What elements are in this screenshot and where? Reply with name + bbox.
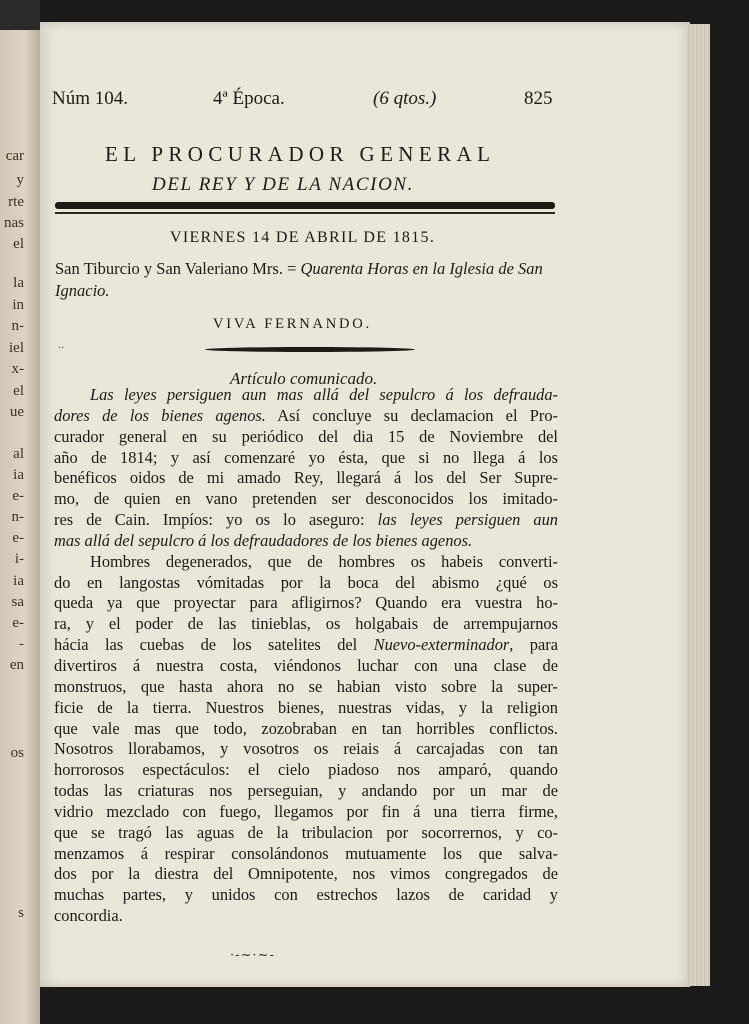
issue-number: Núm 104. xyxy=(52,88,128,109)
ornamental-dash xyxy=(205,347,415,352)
margin-fragment: e- xyxy=(12,488,24,504)
article-text: que se tragó las aguas de la tribulacion por socorrernos, y co- xyxy=(54,822,558,842)
margin-fragment: iel xyxy=(9,340,24,356)
date-line: VIERNES 14 DE ABRIL DE 1815. xyxy=(170,229,436,246)
previous-page-edge xyxy=(0,0,40,1024)
article-line xyxy=(54,385,558,406)
article-italic-text: dores de los bienes agenos. xyxy=(54,405,266,425)
article-text: ficie de la tierra. Nuestros bienes, nuestras vidas, y la religion xyxy=(54,697,558,717)
masthead-title: EL PROCURADOR GENERAL xyxy=(105,142,496,166)
article-text: benéficos oidos de mi amado Rey, llegará á los del Ser Supre- xyxy=(54,468,558,488)
margin-fragment: os xyxy=(10,745,24,761)
article-text: curador general en su periódico del dia 15 de Noviembre del xyxy=(54,426,558,446)
article-italic-text: Nuevo-exterminador xyxy=(373,635,510,655)
article-text: todas las criaturas nos perseguian, y andando por un mar de xyxy=(54,781,558,801)
article-text: horrorosos espectáculos: el cielo piadoso nos amparó, quando xyxy=(54,760,558,780)
margin-fragment: en xyxy=(9,657,24,673)
article-line xyxy=(54,906,558,927)
margin-fragment: el xyxy=(13,236,24,252)
article-text: dos por la diestra del Omnipotente, nos vimos congregados de xyxy=(54,864,558,884)
article-text: hácia las cuebas de los satelites del xyxy=(54,635,374,655)
article-line xyxy=(54,698,558,719)
margin-fragment: i- xyxy=(14,551,24,567)
article-text: Así concluye su declamacion el Pro- xyxy=(265,405,558,425)
article-text: do en langostas vómitadas por la boca del abismo ¿qué os xyxy=(54,572,558,592)
article-italic-text: mas allá del sepulcro á los defraudadores de los bienes agenos. xyxy=(54,530,473,550)
margin-fragment: ue xyxy=(9,404,24,420)
article-line xyxy=(54,510,558,531)
margin-fragment: - xyxy=(19,636,24,652)
article-text: mo, de quien en vano pretenden ser desconocidos los imitado- xyxy=(54,489,558,509)
quires-label: (6 qtos.) xyxy=(373,88,437,109)
page-stack-edge xyxy=(686,24,710,986)
margin-fragment: el xyxy=(13,383,24,399)
article-line xyxy=(54,781,558,802)
article-text: menzamos á respirar consolándonos mutuamente los que salva- xyxy=(54,843,558,863)
article-line xyxy=(54,823,558,844)
article-line xyxy=(54,885,558,906)
article-text: monstruos, que hasta ahora no se habian visto sobre la super- xyxy=(54,676,558,696)
article-text: Hombres degenerados, que de hombres os habeis converti- xyxy=(90,551,558,571)
article-text: divertiros á nuestra costa, viéndonos luchar con una clase de xyxy=(54,655,558,675)
article-body xyxy=(54,385,558,927)
article-text: res de Cain. Impíos: yo os lo aseguro: xyxy=(54,510,378,530)
page-number: 825 xyxy=(524,88,553,109)
article-line xyxy=(54,719,558,740)
article-line xyxy=(54,531,558,552)
margin-fragment: y xyxy=(16,172,24,188)
margin-fragment: in xyxy=(12,297,24,313)
article-text: , para xyxy=(509,635,558,655)
article-line xyxy=(54,614,558,635)
margin-fragment: rte xyxy=(8,194,24,210)
scan-border xyxy=(0,0,40,30)
article-line xyxy=(54,739,558,760)
article-text: ra, y el poder de las tinieblas, os holgabais de arrempujarnos xyxy=(54,614,558,634)
article-line xyxy=(54,593,558,614)
article-text: muchas partes, y unidos con estrechos lazos de caridad y xyxy=(54,885,558,905)
article-line xyxy=(54,448,558,469)
article-line xyxy=(54,406,558,427)
margin-fragment: n- xyxy=(11,318,24,334)
section-title: Artículo comunicado. xyxy=(230,369,378,388)
masthead-subtitle: DEL REY Y DE LA NACION. xyxy=(152,174,415,195)
margin-fragment: n- xyxy=(11,509,24,525)
article-italic-text: las leyes persiguen aun xyxy=(377,510,559,530)
margin-fragment: ia xyxy=(13,467,24,483)
ink-speck: ·· xyxy=(58,343,65,354)
article-line xyxy=(54,760,558,781)
margin-fragment: x- xyxy=(11,361,24,377)
margin-fragment: la xyxy=(13,275,24,291)
article-text: queda ya que proyectar para afligirnos? Quando era vuestra ho- xyxy=(54,593,558,613)
margin-fragment: sa xyxy=(11,594,24,610)
viva-fernando: VIVA FERNANDO. xyxy=(213,316,372,332)
article-line xyxy=(54,635,558,656)
margin-fragment: car xyxy=(5,148,24,164)
epoch-label: 4ª Época. xyxy=(213,88,285,109)
margin-fragment: ia xyxy=(13,573,24,589)
margin-fragment: e- xyxy=(12,530,24,546)
masthead-rule xyxy=(55,202,555,209)
article-line xyxy=(54,802,558,823)
margin-fragment: al xyxy=(13,446,24,462)
article-italic-text: Las leyes persiguen aun mas allá del sepulcro á los defrauda- xyxy=(90,385,558,404)
article-line xyxy=(54,427,558,448)
article-line xyxy=(54,489,558,510)
margin-fragment: e- xyxy=(12,615,24,631)
footer-ornament: ·-~·~- xyxy=(230,948,275,963)
article-line xyxy=(54,573,558,594)
article-line xyxy=(54,468,558,489)
saints-text: San Tiburcio y San Valeriano Mrs. = xyxy=(55,259,301,278)
margin-fragment: nas xyxy=(4,215,24,231)
article-text: Nosotros llorabamos, y vosotros os reiais á carcajadas con tan xyxy=(54,739,558,759)
article-line xyxy=(54,864,558,885)
saints-forty-hours: Quarenta Horas en la Iglesia de San Ignacio. xyxy=(55,259,543,300)
article-line xyxy=(54,677,558,698)
article-line xyxy=(54,656,558,677)
page-header xyxy=(52,88,562,114)
saints-of-the-day xyxy=(55,258,555,302)
article-line xyxy=(54,552,558,573)
article-text: que vale mas que todo, zozobraban en tan horribles conflictos. xyxy=(54,718,558,738)
masthead-rule-thin xyxy=(55,212,555,214)
article-line xyxy=(54,844,558,865)
article-text: vidrio mezclado con fuego, llegamos por fin á una tierra firme, xyxy=(54,801,558,821)
margin-fragment: s xyxy=(18,905,24,921)
article-text: año de 1814; y así comenzaré yo ésta, que si no llega á los xyxy=(54,447,558,467)
article-text: concordia. xyxy=(54,906,123,926)
